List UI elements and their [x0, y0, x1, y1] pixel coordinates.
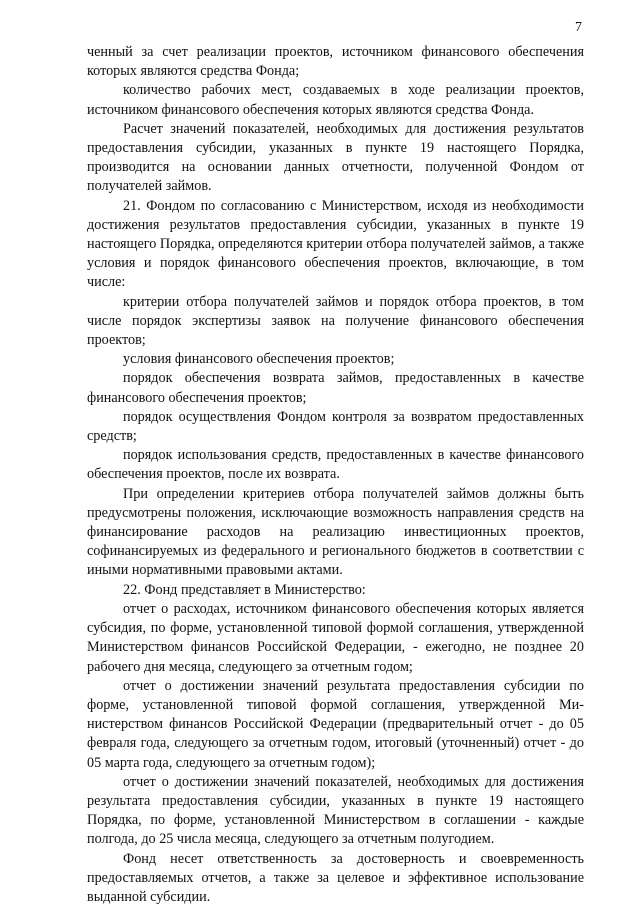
- list-item-indicators-report: отчет о достижении значений показателей, необходимых для достижения результата предоставления субсидии, указанных в пункте 19 настоящего Порядка, по форме, установленной Министерством в соглашении - каждые полгода, до 25 числа месяца, следующего за отчетным полугодием.: [87, 773, 584, 848]
- paragraph-indicator-calculation: Расчет значений показателей, необходимых для достижения результатов предоставления субсидии, указанных в пункте 19 настоящего Порядка, производится на основании данных отчетности, полученной Фондом от получателей займов.: [87, 120, 584, 195]
- paragraph-clause-22: 22. Фонд представляет в Министерство:: [123, 581, 366, 598]
- page-number: 7: [575, 20, 582, 35]
- list-item-funds-usage: порядок использования средств, предоставленных в качестве финансового обеспечения проектов, после их возврата.: [87, 447, 584, 483]
- list-item-expense-report: отчет о расходах, источником финансового обеспечения которых является субсидия, по форме, установленной типовой формой соглашения, утвержденной Министерством финансов Российской Федерации, - ежегодно, не позднее 20 рабочего дня месяца, следующего за отчетным годом;: [87, 600, 584, 675]
- paragraph-responsibility: Фонд несет ответственность за достоверность и своевременность предоставляемых отчетов, а также за целевое и эффективное использование выданной субсидии.: [87, 850, 584, 905]
- list-item-loan-repayment: порядок обеспечения возврата займов, предоставленных в качестве финансового обеспечения проектов;: [87, 370, 584, 406]
- paragraph-continuation: ченный за счет реализации проектов, источником финансового обеспечения которых являются средства Фонда;: [87, 44, 584, 80]
- paragraph-clause-21: 21. Фондом по согласованию с Министерством, исходя из необходимости достижения результатов предоставления субсидии, указанных в пункте 19 настоящего Порядка, определяются критерии отбора получателей займов, а также условия и порядок финансового обеспечения проектов, включающие, в том числе:: [87, 197, 584, 291]
- paragraph-criteria-provisions: При определении критериев отбора получателей займов должны быть предусмотрены положения, исключающие возможность направления средств на финансирование расходов на реализацию инвестиционных проектов, софинансируемых из федерального и регионального бюджетов в соответствии с иными нормативными правовыми актами.: [87, 485, 584, 579]
- list-item-result-report: отчет о достижении значений результата предоставления субсидии по форме, установленной типовой формой соглашения, утвержденной Министерством финансов Российской Федерации (предварительный отчет - до 05 февраля года, следующего за отчетным годом, итоговый (уточненный) отчет - до 05 марта года, следующего за отчетным годом);: [87, 677, 584, 771]
- list-item-selection-criteria: критерии отбора получателей займов и порядок отбора проектов, в том числе порядок экспертизы заявок на получение финансового обеспечения проектов;: [87, 293, 584, 349]
- list-item-financing-conditions: условия финансового обеспечения проектов;: [123, 351, 395, 368]
- list-item-repayment-control: порядок осуществления Фондом контроля за возвратом предоставленных средств;: [87, 408, 584, 445]
- paragraph-jobs-indicator: количество рабочих мест, создаваемых в ходе реализации проектов, источником финансового обеспечения которых являются средства Фонда.: [87, 82, 584, 118]
- document-body: [87, 43, 584, 907]
